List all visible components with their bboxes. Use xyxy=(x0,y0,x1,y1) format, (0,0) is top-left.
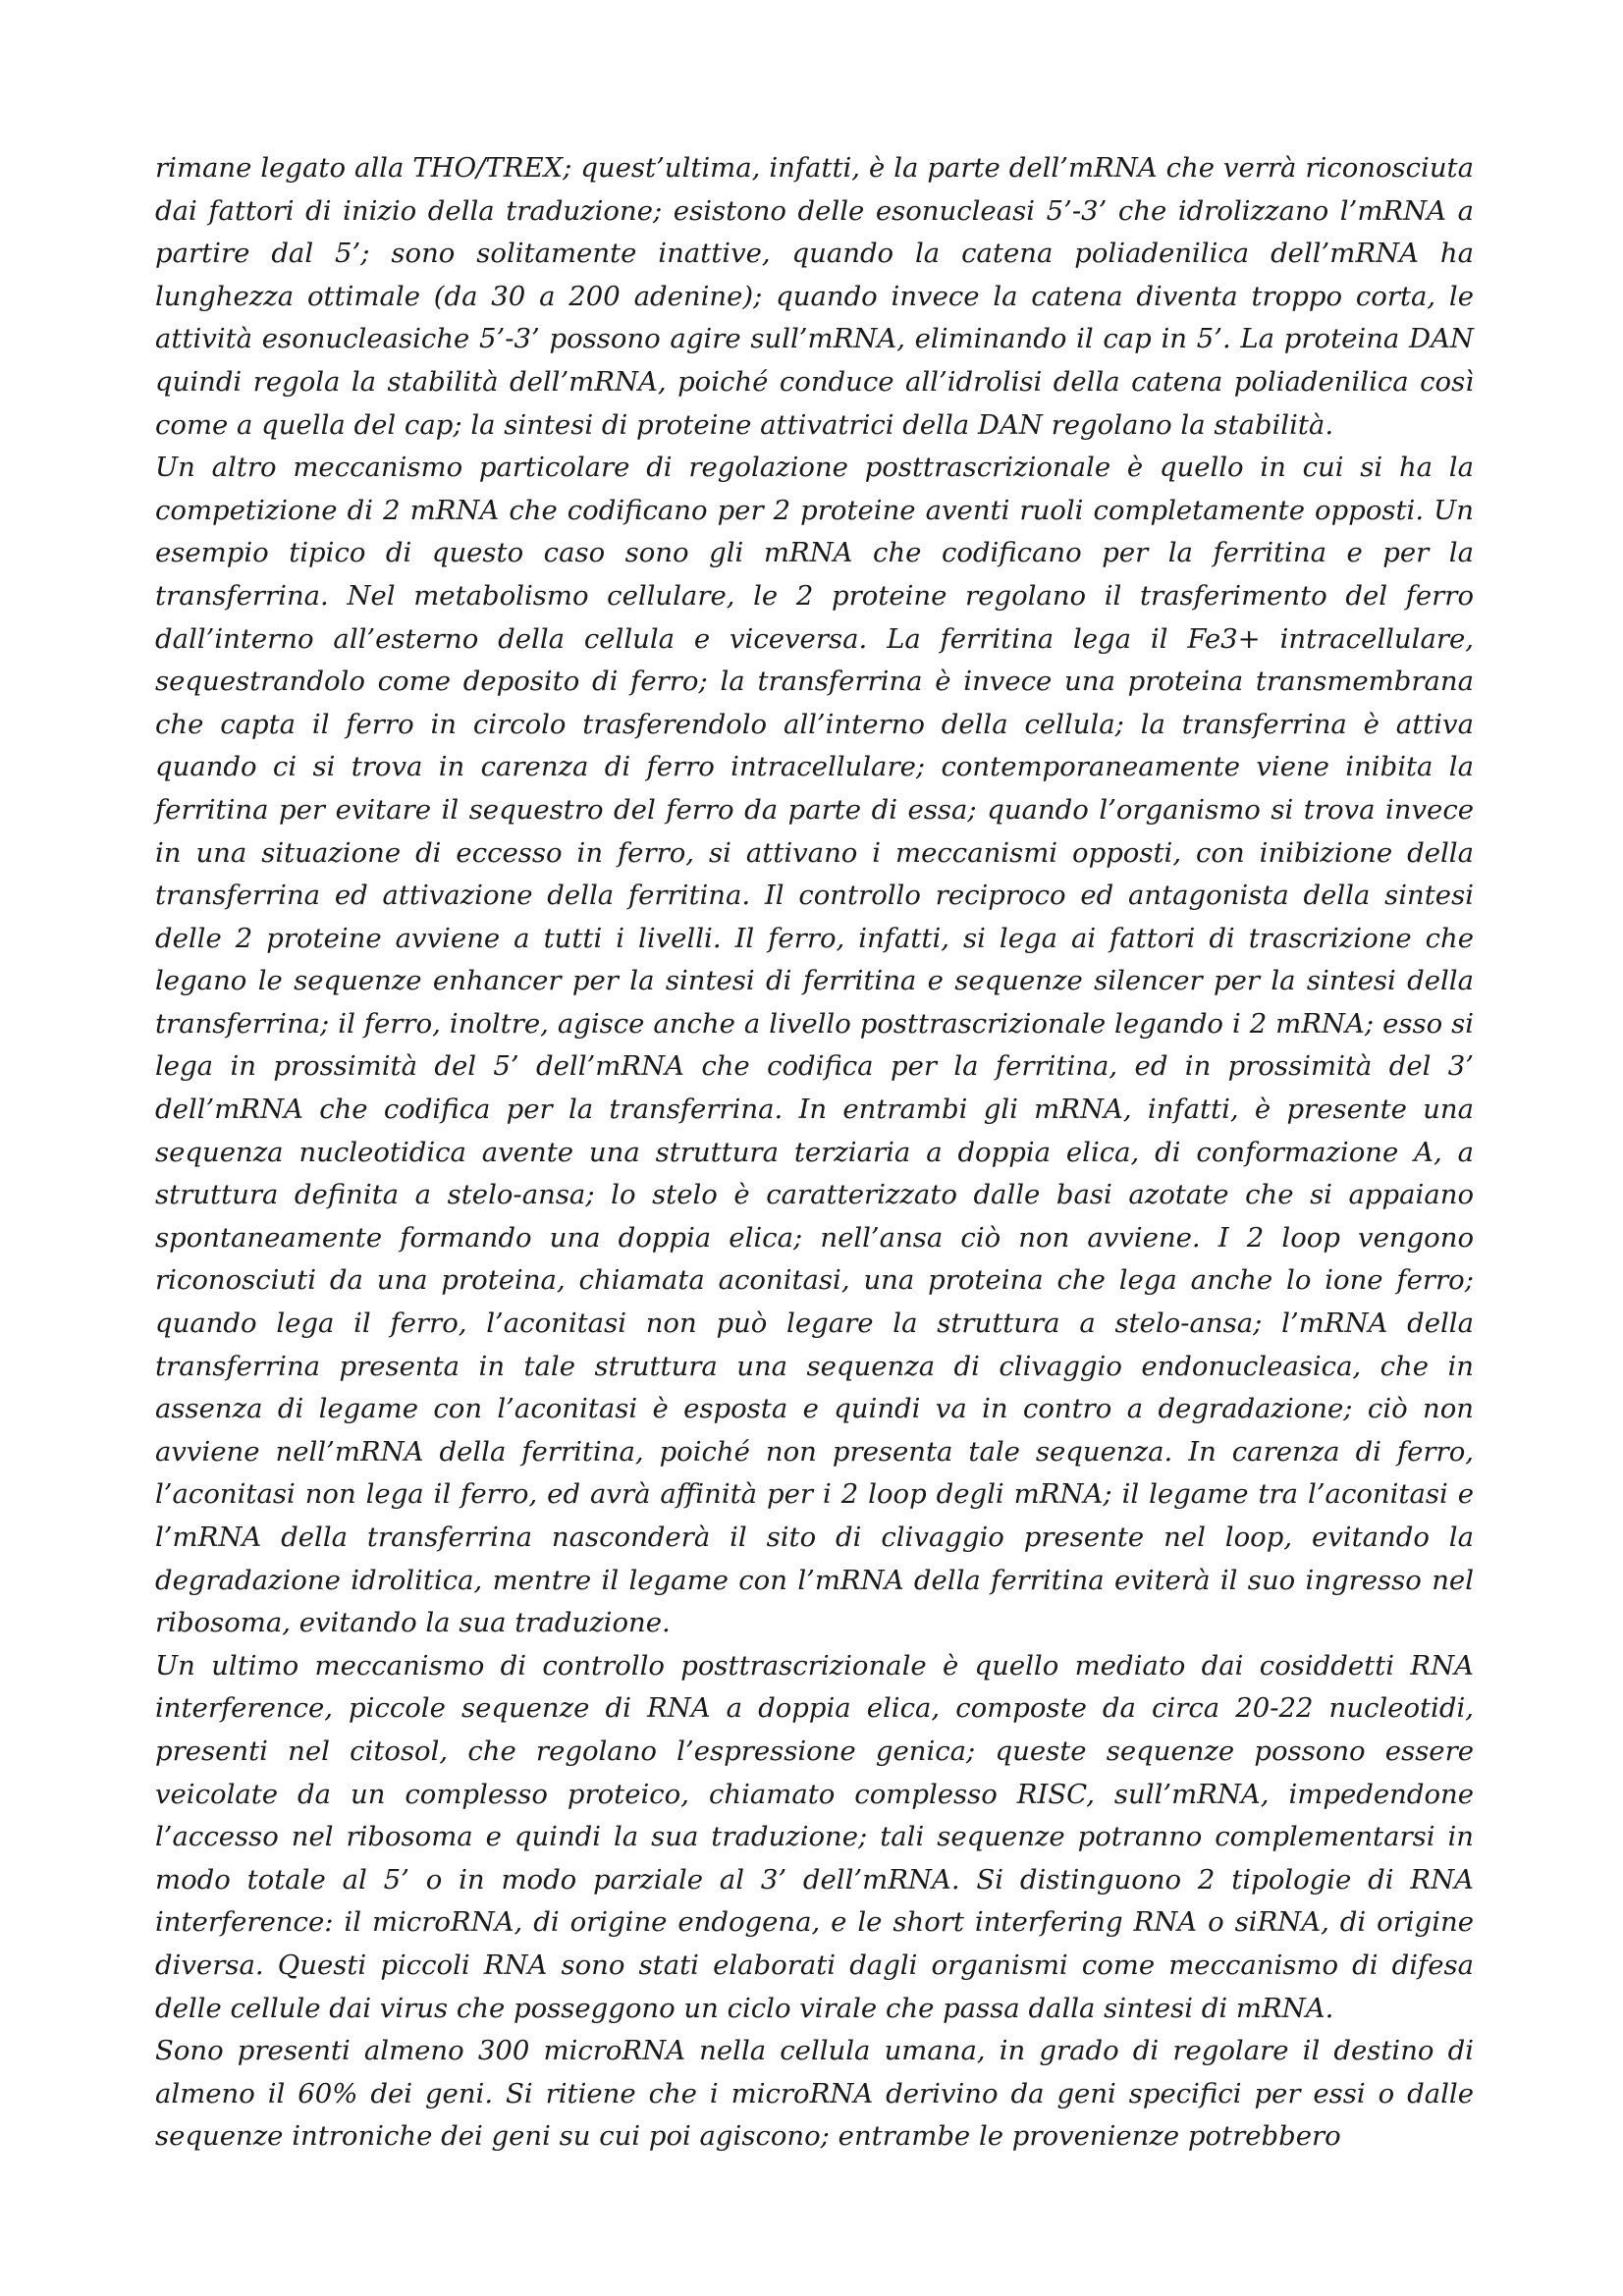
body-text xyxy=(155,147,1474,2159)
paragraph-ferritin-transferrin: Un altro meccanismo particolare di regolazione posttrascrizionale è quello in cui si ha la competizione di 2 mRNA che codificano per 2 proteine aventi ruoli completamente opposti. Un esempio tipico di questo caso sono gli mRNA che codificano per la ferritina e per la transferrina. Nel metabolismo cellulare, le 2 proteine regolano il trasferimento del ferro dall’interno all’esterno della cellula e viceversa. La ferritina lega il Fe3+ intracellulare, sequestrandolo come deposito di ferro; la transferrina è invece una proteina transmembrana che capta il ferro in circolo trasferendolo all’interno della cellula; la transferrina è attiva quando ci si trova in carenza di ferro intracellulare; contemporaneamente viene inibita la ferritina per evitare il sequestro del ferro da parte di essa; quando l’organismo si trova invece in una situazione di eccesso in ferro, si attivano i meccanismi opposti, con inibizione della transferrina ed attivazione della ferritina. Il controllo reciproco ed antagonista della sintesi delle 2 proteine avviene a tutti i livelli. Il ferro, infatti, si lega ai fattori di trascrizione che legano le sequenze enhancer per la sintesi di ferritina e sequenze silencer per la sintesi della transferrina; il ferro, inoltre, agisce anche a livello posttrascrizionale legando i 2 mRNA; esso si lega in prossimità del 5’ dell’mRNA che codifica per la ferritina, ed in prossimità del 3’ dell’mRNA che codifica per la transferrina. In entrambi gli mRNA, infatti, è presente una sequenza nucleotidica avente una struttura terziaria a doppia elica, di conformazione A, a struttura definita a stelo-ansa; lo stelo è caratterizzato dalle basi azotate che si appaiano spontaneamente formando una doppia elica; nell’ansa ciò non avviene. I 2 loop vengono riconosciuti da una proteina, chiamata aconitasi, una proteina che lega anche lo ione ferro; quando lega il ferro, l’aconitasi non può legare la struttura a stelo-ansa; l’mRNA della transferrina presenta in tale struttura una sequenza di clivaggio endonucleasica, che in assenza di legame con l’aconitasi è esposta e quindi va in contro a degradazione; ciò non avviene nell’mRNA della ferritina, poiché non presenta tale sequenza. In carenza di ferro, l’aconitasi non lega il ferro, ed avrà affinità per i 2 loop degli mRNA; il legame tra l’aconitasi e l’mRNA della transferrina nasconderà il sito di clivaggio presente nel loop, evitando la degradazione idrolitica, mentre il legame con l’mRNA della ferritina eviterà il suo ingresso nel ribosoma, evitando la sua traduzione. xyxy=(155,452,1474,1639)
paragraph-rna-interference: Un ultimo meccanismo di controllo posttrascrizionale è quello mediato dai cosiddetti RNA interference, piccole sequenze di RNA a doppia elica, composte da circa 20-22 nucleotidi, presenti nel citosol, che regolano l’espressione genica; queste sequenze possono essere veicolate da un complesso proteico, chiamato complesso RISC, sull’mRNA, impedendone l’accesso nel ribosoma e quindi la sua traduzione; tali sequenze potranno complementarsi in modo totale al 5’ o in modo parziale al 3’ dell’mRNA. Si distinguono 2 tipologie di RNA interference: il microRNA, di origine endogena, e le short interfering RNA o siRNA, di origine diversa. Questi piccoli RNA sono stati elaborati dagli organismi come meccanismo di difesa delle cellule dai virus che posseggono un ciclo virale che passa dalla sintesi di mRNA. xyxy=(155,1649,1474,2024)
paragraph-microrna: Sono presenti almeno 300 microRNA nella cellula umana, in grado di regolare il destino di almeno il 60% dei geni. Si ritiene che i microRNA derivino da geni specifici per essi o dalle sequenze introniche dei geni su cui poi agiscono; entrambe le provenienze potrebbero xyxy=(155,2035,1474,2153)
paragraph-degradation-mrna: rimane legato alla THO/TREX; quest’ultima, infatti, è la parte dell’mRNA che verrà riconosciuta dai fattori di inizio della traduzione; esistono delle esonucleasi 5’-3’ che idrolizzano l’mRNA a partire dal 5’; sono solitamente inattive, quando la catena poliadenilica dell’mRNA ha lunghezza ottimale (da 30 a 200 adenine); quando invece la catena diventa troppo corta, le attività esonucleasiche 5’-3’ possono agire sull’mRNA, eliminando il cap in 5’. La proteina DAN quindi regola la stabilità dell’mRNA, poiché conduce all’idrolisi della catena poliadenilica così come a quella del cap; la sintesi di proteine attivatrici della DAN regolano la stabilità. xyxy=(155,152,1474,441)
